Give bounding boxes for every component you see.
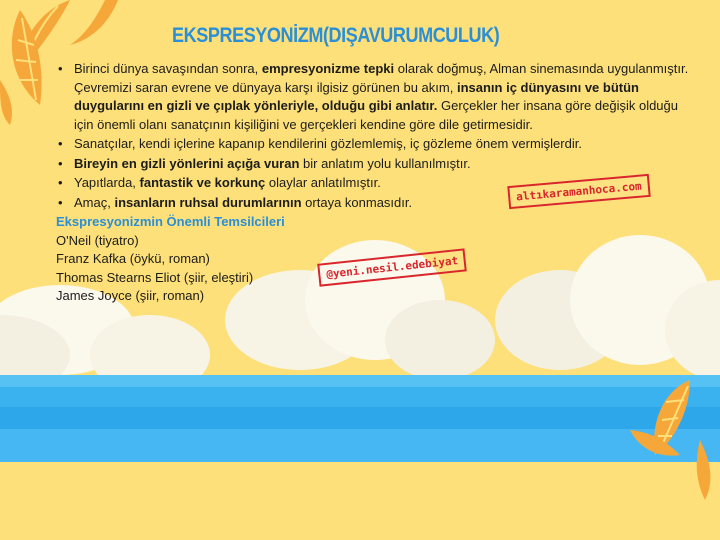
representative-item: Thomas Stearns Eliot (şiir, eleştiri): [56, 269, 254, 285]
bullet-text: olarak doğmuş, Alman sinemasında uygulanmıştır. Çevremizi saran evrene ve dünyaya karşı ilgisiz görünen bu akım,: [74, 61, 689, 95]
bullet-text: Sanatçılar, kendi içlerine kapanıp kendilerini gözlemlemiş, iç gözleme önem vermişlerdir.: [74, 136, 582, 151]
bullet-text: Yapıtlarda,: [74, 175, 140, 190]
watermark-stamp: @yeni.nesil.edebiyat: [317, 248, 467, 286]
bullet-text: olaylar anlatılmıştır.: [265, 175, 381, 190]
bullet-text: Gerçekler her insana göre değişik olduğu için önemli olanı sanatçının kişiliğini ve gerçekleri kendine göre dile getirmesidir.: [74, 98, 678, 132]
representative-item: James Joyce (şiir, roman): [56, 288, 205, 303]
representatives-heading: Ekspresyonizmin Önemli Temsilcileri: [56, 214, 285, 229]
bullet-text: Birinci dünya savaşından sonra,: [74, 61, 262, 76]
bullet-text-bold: fantastik ve korkunç: [139, 175, 266, 190]
bullet-text: bir anlatım yolu kullanılmıştır.: [299, 155, 471, 171]
bullet-item: [56, 155, 696, 174]
bullet-text-bold: empresyonizme tepki: [261, 61, 395, 76]
bullet-item: [56, 135, 696, 154]
bullet-text-bold: insanın iç dünyasını ve bütün duygularını en gizli ve çıplak yönleriyle, olduğu gibi anlatır.: [74, 79, 639, 113]
page-title: EKSPRESYONİZM(DIŞAVURUMCULUK): [172, 24, 500, 47]
bullet-text-bold: insanların ruhsal durumlarının: [114, 194, 302, 210]
bullet-text-bold: Bireyin en gizli yönlerini açığa vuran: [74, 155, 300, 171]
representative-item: O'Neil (tiyatro): [56, 232, 139, 248]
watermark-stamp: altıkaramanhoca.com: [507, 174, 650, 209]
bullet-item: [56, 60, 696, 134]
bullet-text: ortaya konmasıdır.: [301, 194, 413, 210]
bullet-text: Amaç,: [74, 194, 115, 210]
representative-item: Franz Kafka (öykü, roman): [56, 251, 210, 266]
sea: [0, 375, 720, 540]
